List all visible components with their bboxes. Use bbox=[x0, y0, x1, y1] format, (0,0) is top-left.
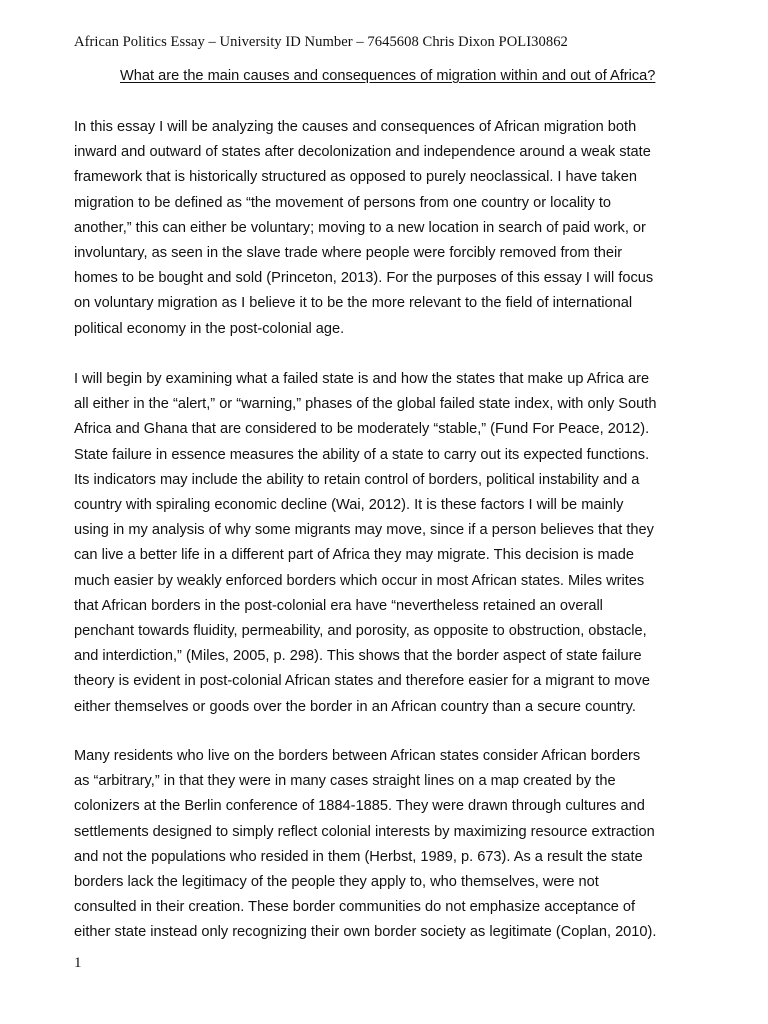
text-line: theory is evident in post-colonial African states and therefore easier for a migrant to move bbox=[74, 673, 650, 690]
text-line: using in my analysis of why some migrants may move, since if a person believes that they bbox=[74, 522, 654, 539]
text-line: and not the populations who resided in them (Herbst, 1989, p. 673). As a result the state bbox=[74, 848, 643, 865]
page-number: 1 bbox=[74, 955, 82, 971]
text-line: either themselves or goods over the border in an African country than a secure country. bbox=[74, 698, 636, 715]
text-line: much easier by weakly enforced borders which occur in most African states. Miles writes bbox=[74, 572, 645, 589]
text-line: country with spiraling economic decline (Wai, 2012). It is these factors I will be mainly bbox=[74, 497, 624, 513]
text-line: involuntary, as seen in the slave trade where people were forcibly removed from their bbox=[74, 245, 623, 261]
text-line: that African borders in the post-colonial era have “nevertheless retained an overall bbox=[74, 597, 603, 614]
text-line: either state instead only recognizing their own border society as legitimate (Coplan, 2010). bbox=[74, 924, 657, 941]
text-line: framework that is historically structured as opposed to purely neoclassical. I have taken bbox=[74, 169, 637, 186]
text-line: colonizers at the Berlin conference of 1884-1885. They were drawn through cultures and bbox=[74, 798, 645, 815]
text-line: all either in the “alert,” or “warning,” phases of the global failed state index, with only South bbox=[74, 396, 657, 413]
text-line: and interdiction,” (Miles, 2005, p. 298). This shows that the border aspect of state failure bbox=[74, 648, 642, 665]
text-line: homes to be bought and sold (Princeton, 2013). For the purposes of this essay I will focus bbox=[74, 270, 654, 287]
page-header: African Politics Essay – University ID Number – 7645608 Chris Dixon POLI30862 bbox=[74, 34, 568, 50]
text-line: another,” this can either be voluntary; moving to a new location in search of paid work, or bbox=[74, 219, 646, 236]
text-line: on voluntary migration as I believe it to be the more relevant to the field of international bbox=[74, 295, 633, 312]
text-line: Many residents who live on the borders between African states consider African borders bbox=[74, 748, 641, 764]
text-line: consulted in their creation. These border communities do not emphasize acceptance of bbox=[74, 899, 636, 916]
text-line: inward and outward of states after decolonization and independence around a weak state bbox=[74, 144, 651, 161]
text-line: In this essay I will be analyzing the causes and consequences of African migration both bbox=[74, 119, 637, 135]
text-line: Africa and Ghana that are considered to be moderately “stable,” (Fund For Peace, 2012). bbox=[74, 421, 650, 438]
text-line: State failure in essence measures the ability of a state to carry out its expected functions. bbox=[74, 446, 650, 463]
text-line: as “arbitrary,” in that they were in many cases straight lines on a map created by the bbox=[74, 773, 616, 790]
text-line: political economy in the post-colonial age. bbox=[74, 320, 345, 337]
text-line: Its indicators may include the ability to retain control of borders, political instability and a bbox=[74, 471, 640, 488]
essay-title: What are the main causes and consequences of migration within and out of Africa? bbox=[120, 68, 656, 84]
text-line: borders lack the legitimacy of the people they apply to, who themselves, were not bbox=[74, 874, 599, 890]
text-line: migration to be defined as “the movement of persons from one country or locality to bbox=[74, 194, 611, 211]
text-line: I will begin by examining what a failed state is and how the states that make up Africa are bbox=[74, 371, 650, 387]
text-line: settlements designed to simply reflect colonial interests by maximizing resource extraction bbox=[74, 823, 655, 840]
text-line: can live a better life in a different part of Africa they may migrate. This decision is made bbox=[74, 547, 634, 564]
text-line: penchant towards fluidity, permeability, and porosity, as opposite to obstruction, obstacle, bbox=[74, 623, 647, 639]
